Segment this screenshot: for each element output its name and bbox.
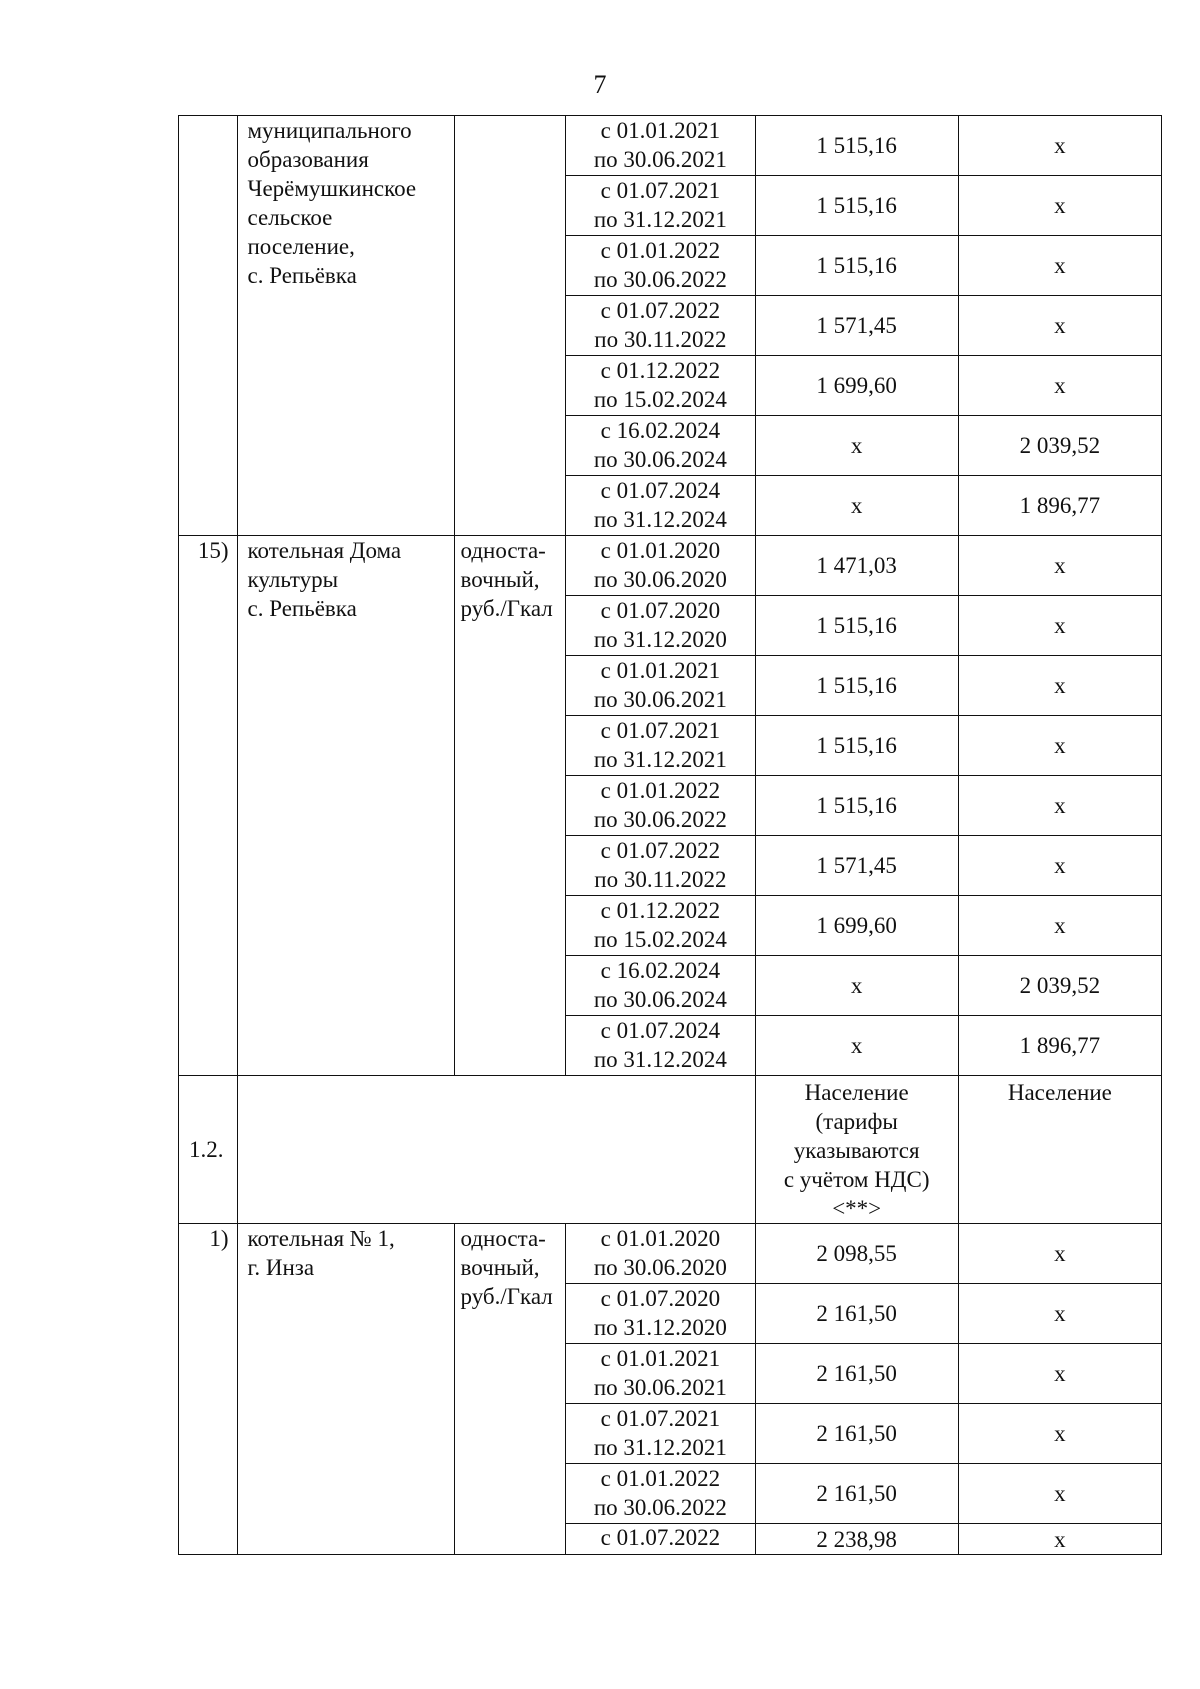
object-name-line: Черёмушкинское [247, 176, 417, 201]
tariff-value-population: х [1054, 673, 1066, 698]
tariff-value-cell [755, 596, 958, 656]
tariff-value-cell [755, 236, 958, 296]
object-name [237, 116, 454, 536]
period-to: по 30.11.2022 [594, 327, 727, 352]
population-header-line: с учётом НДС) [783, 1167, 930, 1192]
period-cell [566, 1344, 755, 1404]
tariff-value: 2 238,98 [816, 1526, 897, 1552]
tariff-value: х [850, 973, 863, 998]
period-cell [566, 356, 755, 416]
period-from: с 16.02.2024 [600, 958, 721, 983]
tariff-value-population-cell [958, 1344, 1161, 1404]
tariff-value-population-cell [958, 296, 1161, 356]
tariff-value-population: х [1054, 553, 1066, 578]
tariff-value: 2 098,55 [816, 1241, 897, 1266]
tariff-value-population-cell [958, 656, 1161, 716]
tariff-kind [454, 116, 566, 536]
tariff-value-population: х [1054, 1361, 1066, 1386]
table-row [179, 1224, 1162, 1284]
row-number [179, 536, 238, 1076]
tariff-value-population-cell [958, 1524, 1161, 1555]
section-number [179, 1076, 238, 1224]
period-from: с 01.07.2022 [600, 1525, 721, 1550]
object-name [237, 536, 454, 1076]
period-cell [566, 236, 755, 296]
tariff-value: 2 161,50 [816, 1361, 897, 1386]
tariff-value-population: х [1054, 613, 1066, 638]
tariff-value-cell [755, 1016, 958, 1076]
tariff-value-cell [755, 1224, 958, 1284]
section-header-row [179, 1076, 1162, 1224]
period-cell [566, 1224, 755, 1284]
tariff-kind-line: руб./Гкал [460, 1284, 553, 1309]
object-name-line: муниципального [247, 118, 412, 143]
period-to: по 15.02.2024 [593, 387, 727, 412]
period-from: с 01.07.2020 [600, 598, 721, 623]
tariff-value-population-cell [958, 896, 1161, 956]
tariff-value-population-cell [958, 716, 1161, 776]
section-empty [237, 1076, 755, 1224]
period-to: по 31.12.2024 [593, 507, 727, 532]
period-to: по 31.12.2020 [593, 1315, 727, 1340]
period-to: по 30.06.2022 [593, 1495, 727, 1520]
object-name-line: котельная № 1, [247, 1226, 395, 1251]
tariff-value-population: х [1054, 193, 1066, 218]
period-to: по 30.06.2020 [593, 1255, 727, 1280]
tariff-value: х [850, 433, 863, 458]
period-to: по 30.06.2020 [593, 567, 727, 592]
object-name-line: сельское [247, 205, 333, 230]
period-from: с 01.07.2024 [600, 1018, 721, 1043]
period-cell [566, 116, 755, 176]
tariff-value: 1 515,16 [816, 133, 897, 158]
period-to: по 31.12.2021 [593, 207, 727, 232]
tariff-value-population: 1 896,77 [1019, 1033, 1101, 1058]
period-cell [566, 836, 755, 896]
period-from: с 01.01.2021 [600, 658, 721, 683]
period-to: по 30.06.2021 [593, 687, 727, 712]
tariff-value-cell [755, 1344, 958, 1404]
period-cell [566, 296, 755, 356]
object-name-line: с. Репьёвка [247, 263, 357, 288]
tariff-value-population: 2 039,52 [1019, 433, 1101, 458]
tariff-value-population-cell [958, 356, 1161, 416]
object-name-line: г. Инза [247, 1255, 315, 1280]
period-from: с 01.01.2022 [600, 1466, 721, 1491]
table-row [179, 116, 1162, 176]
section-number-text: 1.2. [189, 1137, 224, 1162]
period-cell [566, 776, 755, 836]
tariff-value-population: 1 896,77 [1019, 493, 1101, 518]
period-cell [566, 896, 755, 956]
period-from: с 01.07.2022 [600, 298, 721, 323]
period-to: по 30.06.2022 [593, 807, 727, 832]
tariff-value-population-cell [958, 176, 1161, 236]
tariff-value-population: х [1054, 373, 1066, 398]
tariff-value-cell [755, 476, 958, 536]
object-name-line: котельная Дома [247, 538, 402, 563]
period-from: с 01.01.2020 [600, 1226, 721, 1251]
tariff-value-population: х [1054, 913, 1066, 938]
tariff-value: 2 161,50 [816, 1481, 897, 1506]
period-to: по 31.12.2021 [593, 747, 727, 772]
tariff-value-population: х [1054, 1526, 1066, 1552]
population-header-1 [755, 1076, 958, 1224]
period-from: с 01.07.2021 [600, 718, 721, 743]
period-from: с 01.01.2022 [600, 238, 721, 263]
row-number-text: 15) [197, 538, 229, 563]
period-to: по 30.06.2024 [593, 447, 727, 472]
object-name-line: образования [247, 147, 369, 172]
period-cell [566, 716, 755, 776]
tariff-table [178, 115, 1162, 1555]
tariff-value-population-cell [958, 956, 1161, 1016]
tariff-value-population: х [1054, 1481, 1066, 1506]
object-name-line: поселение, [247, 234, 355, 259]
page-number: 7 [593, 70, 607, 99]
tariff-value-population: х [1054, 853, 1066, 878]
tariff-kind [454, 1224, 566, 1555]
period-from: с 16.02.2024 [600, 418, 721, 443]
tariff-value-population-cell [958, 836, 1161, 896]
tariff-value-cell [755, 1284, 958, 1344]
tariff-value-cell [755, 896, 958, 956]
tariff-value: 1 515,16 [816, 793, 897, 818]
tariff-value-cell [755, 356, 958, 416]
object-name-line: с. Репьёвка [247, 596, 357, 621]
tariff-value-population-cell [958, 416, 1161, 476]
period-from: с 01.01.2022 [600, 778, 721, 803]
tariff-value-population-cell [958, 776, 1161, 836]
tariff-kind-line: вочный, [460, 567, 540, 592]
tariff-value: 1 471,03 [816, 553, 897, 578]
population-header-line: (тарифы [815, 1109, 898, 1134]
tariff-value-cell [755, 116, 958, 176]
tariff-value: х [850, 493, 863, 518]
tariff-value-population-cell [958, 236, 1161, 296]
period-from: с 01.12.2022 [600, 898, 721, 923]
period-cell [566, 1464, 755, 1524]
tariff-value-cell [755, 776, 958, 836]
tariff-value: 1 571,45 [816, 313, 897, 338]
row-number-text: 1) [209, 1226, 229, 1251]
tariff-kind-line: односта- [460, 1226, 546, 1251]
tariff-value-cell [755, 416, 958, 476]
tariff-value-population: х [1054, 313, 1066, 338]
tariff-value: 1 515,16 [816, 193, 897, 218]
period-to: по 31.12.2024 [593, 1047, 727, 1072]
period-cell [566, 536, 755, 596]
tariff-value-cell [755, 716, 958, 776]
tariff-value: 2 161,50 [816, 1301, 897, 1326]
tariff-value-population-cell [958, 1224, 1161, 1284]
tariff-value-population: х [1054, 1301, 1066, 1326]
period-cell [566, 656, 755, 716]
tariff-value-cell [755, 1464, 958, 1524]
population-header-line: <**> [832, 1196, 882, 1221]
period-from: с 01.07.2024 [600, 478, 721, 503]
period-cell [566, 176, 755, 236]
tariff-value: 1 515,16 [816, 613, 897, 638]
tariff-value-population-cell [958, 1284, 1161, 1344]
period-to: по 30.06.2022 [593, 267, 727, 292]
period-from: с 01.07.2020 [600, 1286, 721, 1311]
object-name-line: культуры [247, 567, 339, 592]
tariff-value-population-cell [958, 1404, 1161, 1464]
population-header-line: указываются [793, 1138, 920, 1163]
period-from: с 01.01.2021 [600, 118, 721, 143]
row-number [179, 116, 238, 536]
tariff-value-population: х [1054, 793, 1066, 818]
tariff-value: 1 515,16 [816, 253, 897, 278]
tariff-value: х [850, 1033, 863, 1058]
period-to: по 30.06.2021 [593, 147, 727, 172]
period-from: с 01.01.2020 [600, 538, 721, 563]
row-number [179, 1224, 238, 1555]
period-to: по 31.12.2020 [593, 627, 727, 652]
tariff-value-cell [755, 1404, 958, 1464]
tariff-value-cell [755, 956, 958, 1016]
period-from: с 01.07.2021 [600, 1406, 721, 1431]
population-header-2 [958, 1076, 1161, 1224]
period-cell [566, 416, 755, 476]
period-cell [566, 1016, 755, 1076]
period-cell [566, 476, 755, 536]
tariff-kind-line: вочный, [460, 1255, 540, 1280]
period-from: с 01.01.2021 [600, 1346, 721, 1371]
tariff-value-cell [755, 296, 958, 356]
period-to: по 30.06.2024 [593, 987, 727, 1012]
period-cell [566, 1284, 755, 1344]
period-cell [566, 956, 755, 1016]
tariff-value-population: х [1054, 733, 1066, 758]
tariff-value-population: х [1054, 253, 1066, 278]
tariff-kind [454, 536, 566, 1076]
tariff-value-population-cell [958, 1016, 1161, 1076]
tariff-value-population-cell [958, 596, 1161, 656]
object-name [237, 1224, 454, 1555]
tariff-value-population: х [1054, 1241, 1066, 1266]
tariff-value-cell [755, 1524, 958, 1555]
tariff-kind-line: односта- [460, 538, 546, 563]
period-cell [566, 596, 755, 656]
period-cell [566, 1404, 755, 1464]
tariff-value-population: х [1054, 133, 1066, 158]
tariff-value: 1 699,60 [816, 373, 897, 398]
tariff-value-cell [755, 176, 958, 236]
period-from: с 01.07.2022 [600, 838, 721, 863]
tariff-value-cell [755, 656, 958, 716]
population-header-text: Население [1007, 1080, 1112, 1105]
population-header-line: Население [804, 1080, 909, 1105]
tariff-value-population: х [1054, 1421, 1066, 1446]
period-cell [566, 1524, 755, 1555]
tariff-value: 1 699,60 [816, 913, 897, 938]
period-to: по 30.06.2021 [593, 1375, 727, 1400]
period-to: по 30.11.2022 [594, 867, 727, 892]
tariff-value: 1 515,16 [816, 733, 897, 758]
tariff-value: 1 571,45 [816, 853, 897, 878]
period-to: по 15.02.2024 [593, 927, 727, 952]
tariff-value: 1 515,16 [816, 673, 897, 698]
tariff-value-population-cell [958, 536, 1161, 596]
tariff-value-population-cell [958, 476, 1161, 536]
tariff-value-population-cell [958, 116, 1161, 176]
tariff-kind-line: руб./Гкал [460, 596, 553, 621]
tariff-value-cell [755, 836, 958, 896]
period-from: с 01.12.2022 [600, 358, 721, 383]
period-to: по 31.12.2021 [593, 1435, 727, 1460]
tariff-value-population: 2 039,52 [1019, 973, 1101, 998]
tariff-value-cell [755, 536, 958, 596]
table-row [179, 536, 1162, 596]
tariff-value-population-cell [958, 1464, 1161, 1524]
tariff-value: 2 161,50 [816, 1421, 897, 1446]
period-from: с 01.07.2021 [600, 178, 721, 203]
